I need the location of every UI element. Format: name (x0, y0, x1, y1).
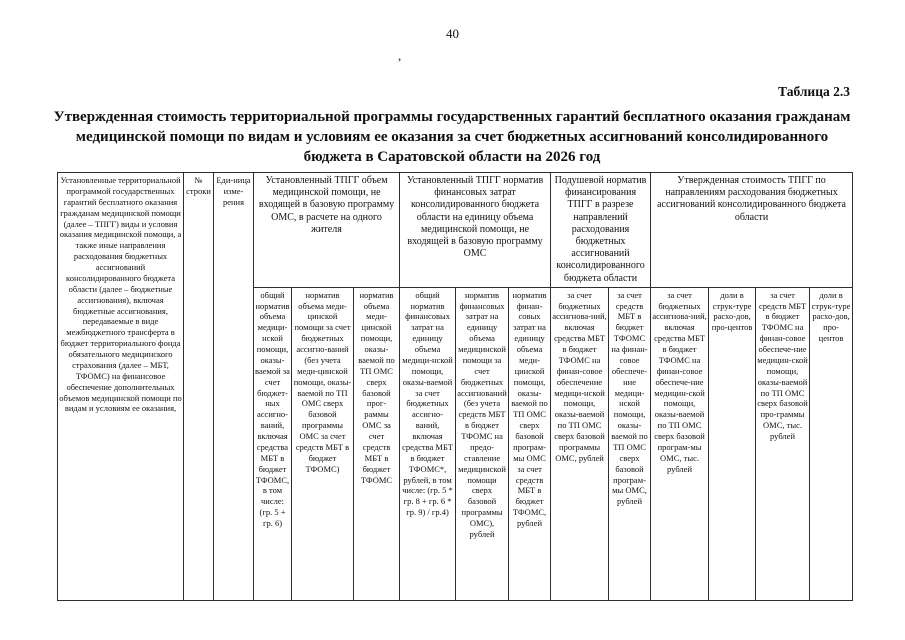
group-header-volume-norm: Установленный ТПГГ объем медицинской помощи, не входящей в базовую программу ОМС, в расчете на одного жителя (254, 173, 400, 288)
table-label: Таблица 2.3 (778, 84, 850, 99)
subheader-volume-mbt-norm: норматив объема меди-цинской помощи, оказы-ваемой по ТП ОМС сверх базовой прог-раммы ОМС за счет средств МБТ в бюджет ТФОМС (354, 287, 400, 600)
col-header-line-number: № строки (184, 173, 214, 601)
subheader-cost-mbt-norm: норматив финан-совых затрат на единицу объема меди-цинской помощи, оказы-ваемой по ТП ОМС сверх базовой програм-мы ОМС за счет средств МБТ в бюджет ТФОМС, рублей (509, 287, 551, 600)
col-header-unit-of-measure: Еди-ница изме-рения (214, 173, 254, 601)
group-header-financial-cost-norm: Установленный ТПГГ норматив финансовых затрат консолидированного бюджета области на единицу объема медицинской помощи, не входящей в базовую программу ОМС (400, 173, 551, 288)
tpgg-cost-table (57, 172, 853, 601)
subheader-approved-budget: за счет бюджетных ассигнова-ний, включая средства МБТ в бюджет ТФОМС на финан-совое обеспече-ние медицин-ской помощи, оказы-ваемой по ТП ОМС сверх базовой програм-мы ОМС, тыс. рублей (651, 287, 709, 600)
col-header-program-directions: Установленные территориальной программой государственных гарантий бесплатного оказания гражданам медицинской помощи (далее – ТПГГ) виды и условия оказания медицинской помощи, а также иные направления расходования бюджетных ассигнований консолидированного бюджета области (далее – бюджетные ассигнования), включая бюджетные ассигнования, передаваемые в виде межбюджетного трансферта в бюджет территориального фонда обязательного медицинского страхования (далее – МБТ, ТФОМС) на финансовое обеспечение дополнительных объемов медицинской помощи по видам и условиям ее оказания, (58, 173, 184, 601)
stray-mark: , (398, 48, 402, 63)
subheader-approved-mbt: за счет средств МБТ в бюджет ТФОМС на финан-совое обеспече-ние медицин-ской помощи, оказы-ваемой по ТП ОМС сверх базовой про-граммы ОМС, тыс. рублей (756, 287, 810, 600)
subheader-percapita-mbt: за счет средств МБТ в бюджет ТФОМС на финан-совое обеспече-ние медици-нской помощи, оказы-ваемой по ТП ОМС сверх базовой програм-мы ОМС, рублей (609, 287, 651, 600)
subheader-volume-budget-norm: норматив объема меди-цинской помощи за счет бюджетных ассигно-ваний (без учета меди-цинской помощи, оказы-ваемой по ТП ОМС сверх базовой программы ОМС за счет средств МБТ в бюджет ТФОМС) (292, 287, 354, 600)
page-number: 40 (446, 26, 459, 41)
group-header-approved-cost: Утвержденная стоимость ТПГГ по направлениям расходования бюджетных ассигнований консолидированного бюджета области (651, 173, 853, 288)
subheader-share-budget: доли в струк-туре расхо-дов, про-центов (709, 287, 756, 600)
document-title: Утвержденная стоимость территориальной программы государственных гарантий бесплатного оказания гражданам медицинской помощи по видам и условиям ее оказания за счет бюджетных ассигнований консолидированного бюджета в Саратовской области на 2026 год (53, 109, 851, 165)
subheader-total-cost-norm: общий норматив финансовых затрат на единицу объема медици-нской помощи, оказы-ваемой за счет бюджетных ассигно-ваний, включая средства МБТ в бюджет ТФОМС*, рублей, в том числе: (гр. 5 * гр. 8 + гр. 6 * гр. 9) / гр.4) (400, 287, 456, 600)
subheader-percapita-budget: за счет бюджетных ассигнова-ний, включая средства МБТ в бюджет ТФОМС на финан-совое обеспечение медици-нской помощи, оказы-ваемой по ТП ОМС сверх базовой программы ОМС, рублей (551, 287, 609, 600)
subheader-total-volume-norm: общий норматив объема медици-нской помощи, оказы-ваемой за счет бюджет-ных ассигно-ваний, включая средства МБТ в бюджет ТФОМС, в том числе: (гр. 5 + гр. 6) (254, 287, 292, 600)
subheader-share-mbt: доли в струк-туре расхо-дов, про-центов (810, 287, 853, 600)
subheader-cost-budget-norm: норматив финансовых затрат на единицу объема медицинской помощи за счет бюджетных ассигнований (без учета средств МБТ в бюджет ТФОМС на предо-ставление медицинской помощи сверх базовой программы ОМС), рублей (456, 287, 509, 600)
header-row-groups (58, 173, 853, 288)
group-header-per-capita-norm: Подушевой норматив финансирования ТПГГ в разрезе направлений расходования бюджетных ассигнований консолидированного бюджета области (551, 173, 651, 288)
